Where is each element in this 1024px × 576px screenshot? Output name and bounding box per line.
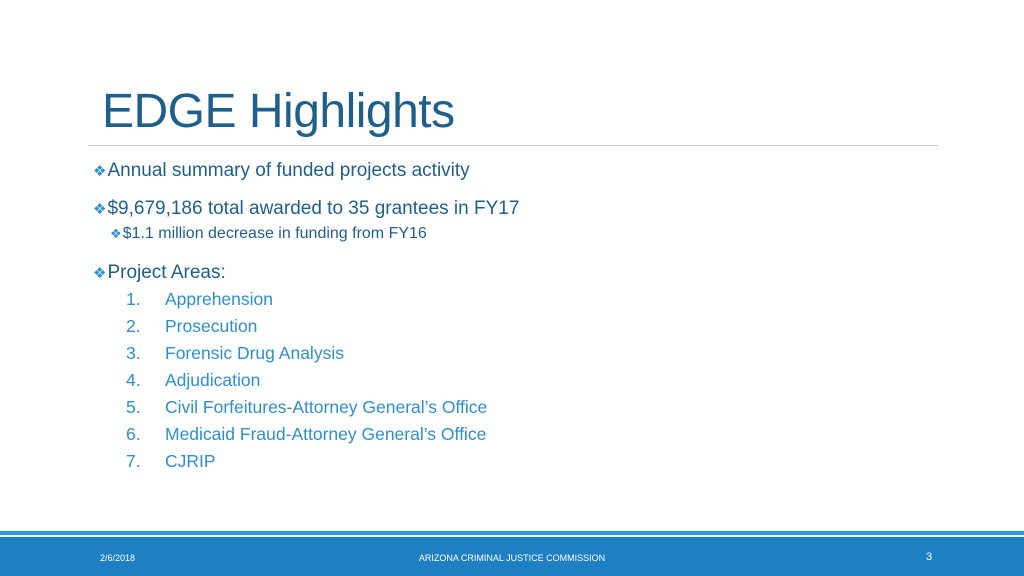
footer-accent-stripe (0, 531, 1024, 535)
slide-title: EDGE Highlights (102, 85, 455, 138)
list-text: CJRIP (165, 451, 216, 471)
page-number: 3 (926, 551, 933, 563)
bullet-text: $9,679,186 total awarded to 35 grantees in FY17 (107, 198, 520, 219)
bullet-project-areas (93, 262, 226, 284)
footer-organization: ARIZONA CRIMINAL JUSTICE COMMISSION (418, 553, 606, 563)
list-text: Civil Forfeitures-Attorney General’s Office (165, 397, 488, 417)
diamond-bullet-icon: ❖ (93, 163, 107, 180)
list-number: 5. (126, 397, 141, 417)
list-text: Medicaid Fraud-Attorney General’s Office (165, 424, 487, 444)
list-number: 1. (126, 289, 141, 309)
list-item (126, 369, 487, 396)
list-number: 4. (126, 370, 141, 390)
list-text: Adjudication (165, 370, 261, 390)
list-number: 6. (126, 424, 141, 444)
list-text: Apprehension (165, 289, 273, 309)
diamond-bullet-icon: ❖ (93, 265, 107, 282)
bullet-total-awarded (93, 198, 519, 220)
sub-bullet-funding-decrease (110, 225, 427, 243)
footer-date: 2/6/2018 (100, 553, 136, 563)
list-item (126, 342, 487, 369)
bullet-text: Annual summary of funded projects activity (107, 160, 470, 181)
list-text: Forensic Drug Analysis (165, 343, 344, 363)
bullet-annual-summary (93, 160, 470, 182)
footer-bar (0, 537, 1024, 576)
list-number: 3. (126, 343, 141, 363)
project-areas-list (126, 288, 487, 477)
bullet-text: Project Areas: (107, 262, 226, 283)
list-item (126, 288, 487, 315)
diamond-bullet-icon: ❖ (110, 226, 122, 241)
list-text: Prosecution (165, 316, 258, 336)
sub-bullet-text: $1.1 million decrease in funding from FY16 (122, 225, 427, 242)
list-item (126, 396, 487, 423)
list-number: 7. (126, 451, 141, 471)
title-divider (88, 145, 938, 146)
list-item (126, 450, 487, 477)
list-item (126, 315, 487, 342)
list-number: 2. (126, 316, 141, 336)
diamond-bullet-icon: ❖ (93, 201, 107, 218)
list-item (126, 423, 487, 450)
